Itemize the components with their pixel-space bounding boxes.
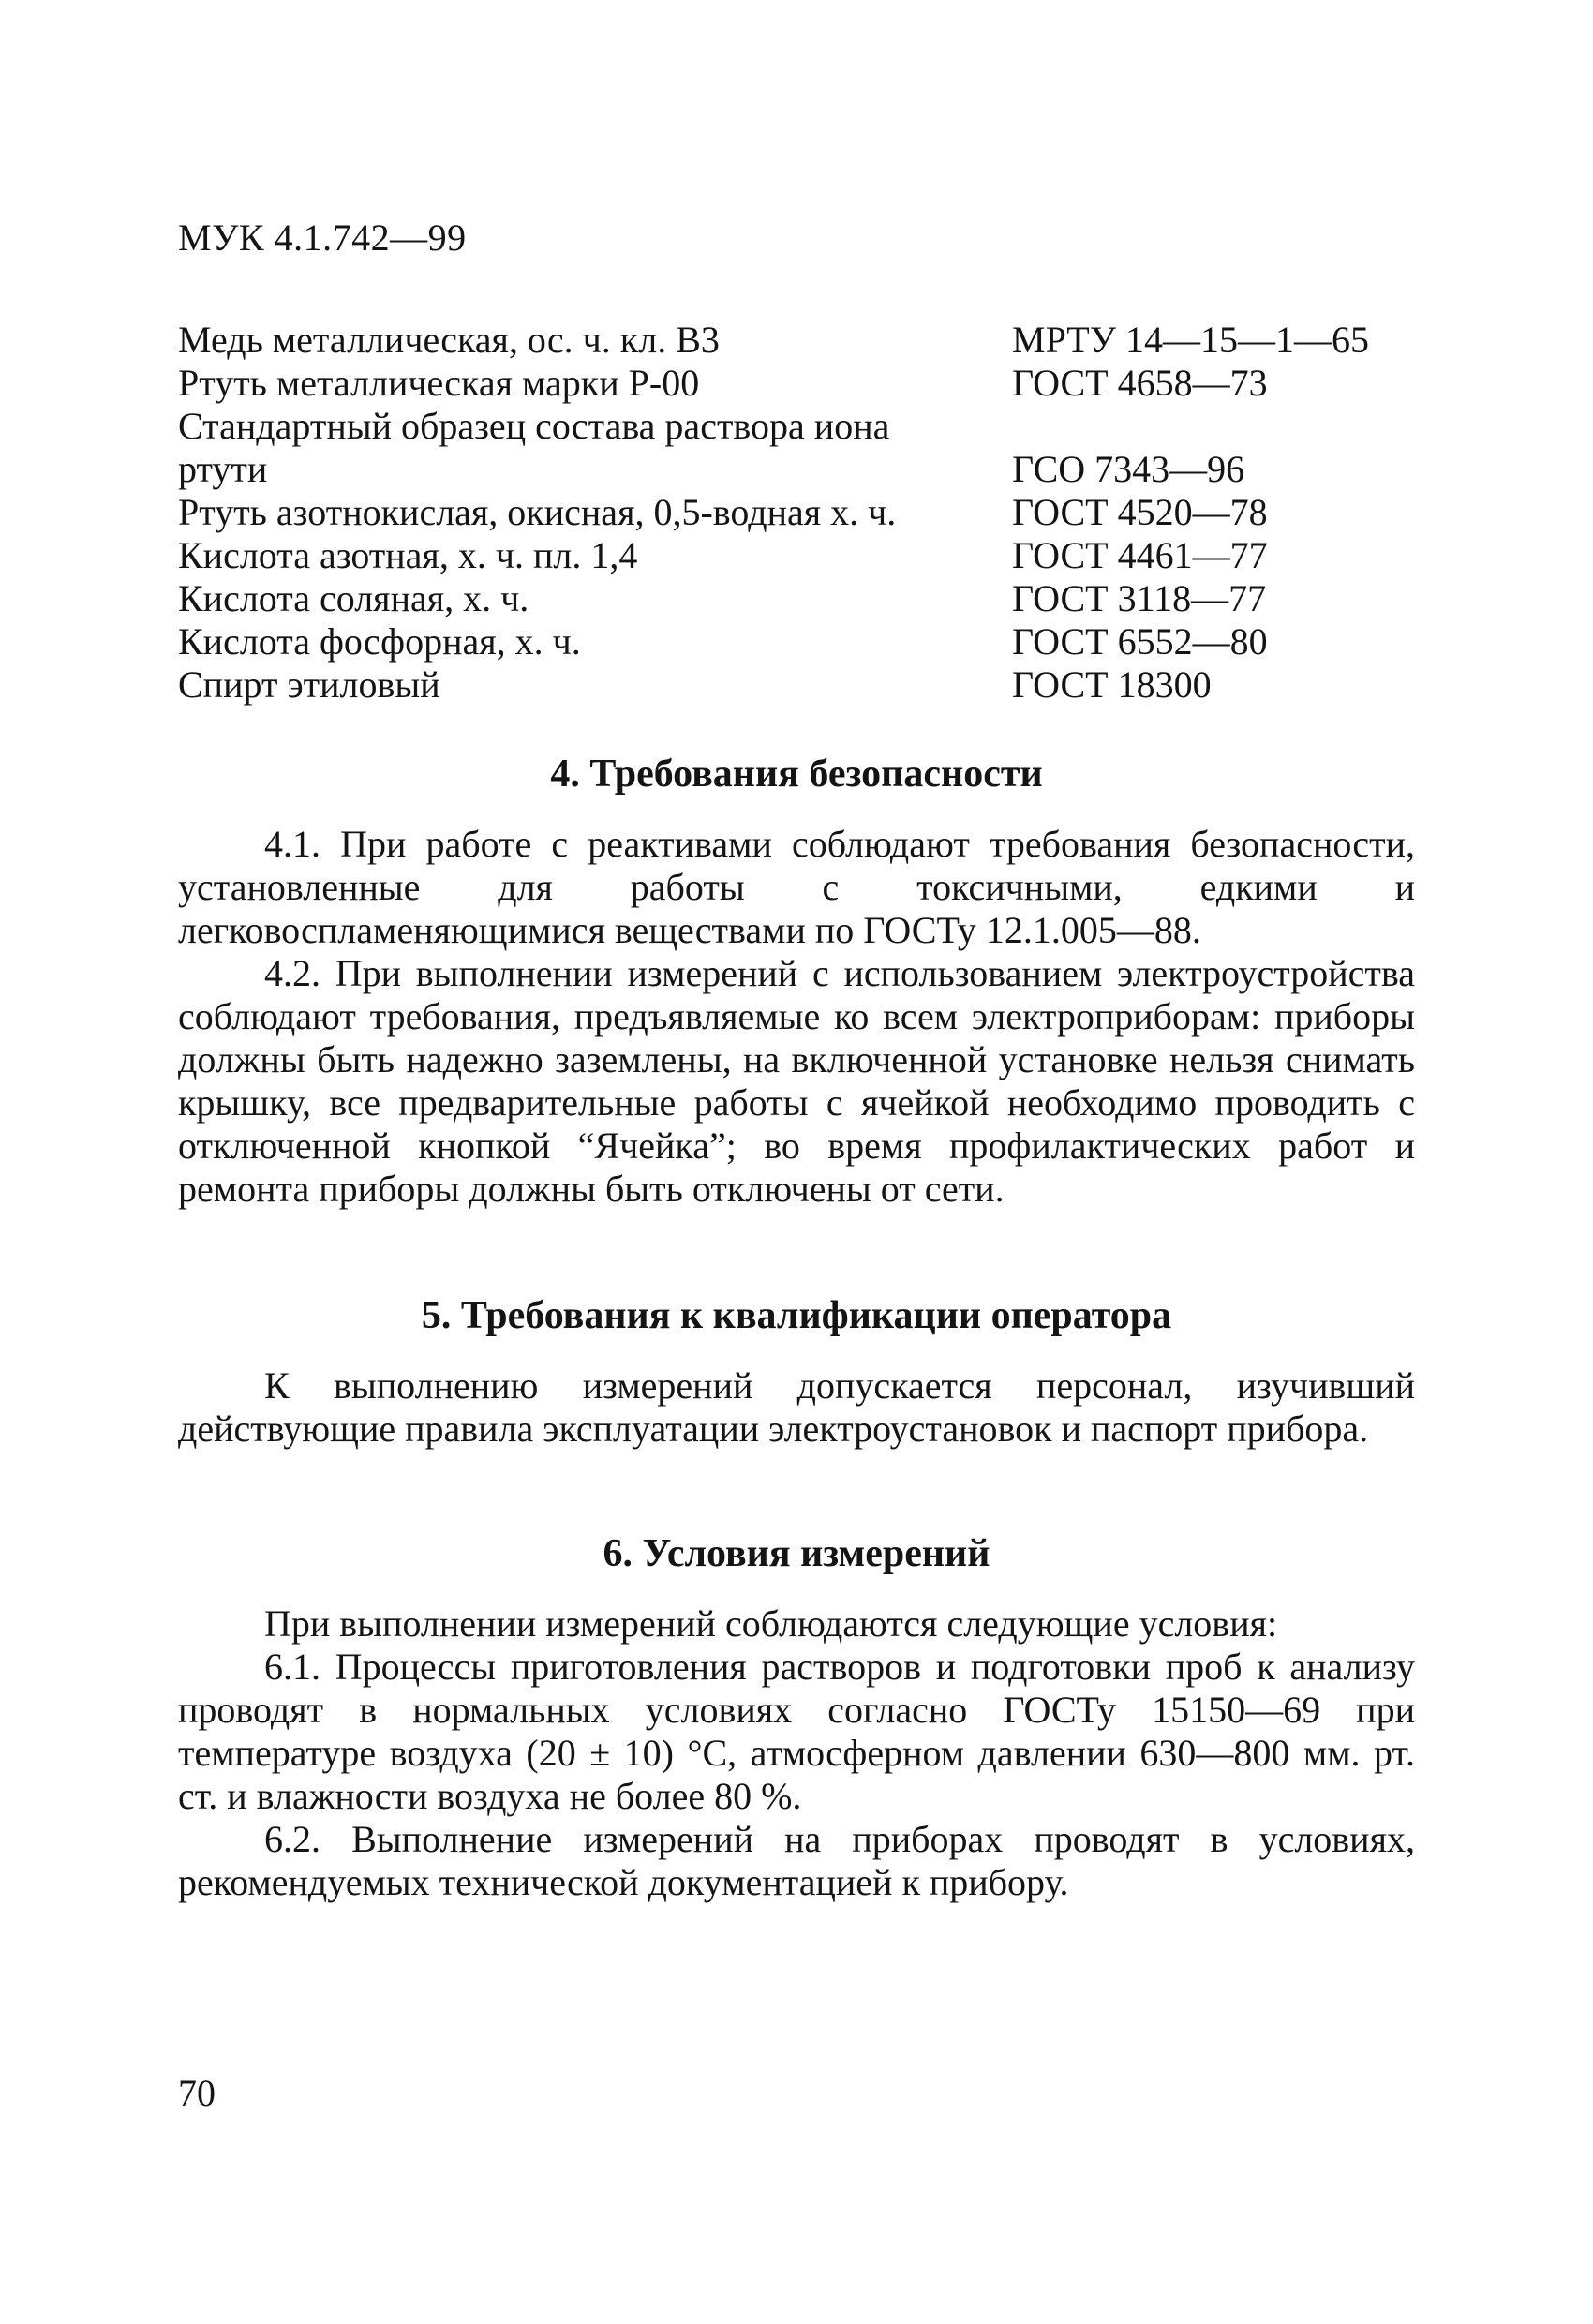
reagent-row	[178, 362, 1415, 405]
reagent-row	[178, 491, 1415, 534]
reagent-standard: ГОСТ 4658—73	[1012, 362, 1268, 404]
reagent-row	[178, 620, 1415, 663]
reagent-name: Медь металлическая, ос. ч. кл. В3	[178, 319, 720, 361]
reagent-row	[178, 577, 1415, 620]
paragraph: 6.1. Процессы приготовления растворов и подготовки проб к анализу проводят в нормальных условиях согласно ГОСТу 15150—69 при температуре воздуха (20 ± 10) °С, атмосферном давлении 630—800 мм. рт. ст. и влажности воздуха не более 80 %.	[178, 1646, 1415, 1817]
section-qualification	[178, 1291, 1415, 1451]
section-safety	[178, 750, 1415, 1211]
section-title: 5. Требования к квалификации оператора	[421, 1294, 1172, 1337]
reagent-name: Кислота азотная, х. ч. пл. 1,4	[178, 534, 638, 576]
section-title: 4. Требования безопасности	[550, 752, 1043, 796]
reagent-name: Ртуть азотнокислая, окисная, 0,5-водная х. ч.	[178, 491, 897, 533]
reagent-name: Кислота фосфорная, х. ч.	[178, 620, 581, 663]
paragraph: К выполнению измерений допускается персонал, изучивший действующие правила эксплуатации электроустановок и паспорт прибора.	[178, 1364, 1415, 1450]
reagent-standard: ГОСТ 6552—80	[1012, 620, 1268, 663]
reagent-standard: ГСО 7343—96	[1012, 448, 1245, 490]
reagent-standard: ГОСТ 4461—77	[1012, 534, 1268, 576]
reagent-row	[178, 663, 1415, 707]
reagents-list	[178, 319, 1415, 707]
reagent-standard: ГОСТ 4520—78	[1012, 491, 1268, 533]
document-code: МУК 4.1.742—99	[178, 216, 467, 259]
reagent-row	[178, 534, 1415, 577]
section-conditions	[178, 1529, 1415, 1904]
reagent-name: Стандартный образец состава раствора иона	[178, 405, 890, 447]
reagent-standard: ГОСТ 3118—77	[1012, 577, 1267, 619]
reagent-row	[178, 448, 1415, 491]
reagent-row	[178, 405, 1415, 448]
reagent-standard: МРТУ 14—15—1—65	[1012, 319, 1370, 361]
paragraph: 4.2. При выполнении измерений с использованием электроустройства соблюдают требования, предъявляемые ко всем электроприборам: приборы должны быть надежно заземлены, на включенной установке нельзя снимать крышку, все предварительные работы с ячейкой необходимо проводить с отключенной кнопкой “Ячейка”; во время профилактических работ и ремонта приборы должны быть отключены от сети.	[178, 952, 1415, 1210]
paragraph: При выполнении измерений соблюдаются следующие условия:	[264, 1602, 1278, 1645]
page-number: 70	[178, 2072, 216, 2114]
paragraph: 4.1. При работе с реактивами соблюдают требования безопасности, установленные для работы с токсичными, едкими и легковоспламеняющимися веществами по ГОСТу 12.1.005—88.	[178, 823, 1415, 951]
paragraph: 6.2. Выполнение измерений на приборах проводят в условиях, рекомендуемых технической документацией к прибору.	[178, 1818, 1415, 1903]
reagent-row	[178, 319, 1415, 362]
reagent-standard: ГОСТ 18300	[1012, 663, 1212, 706]
section-title: 6. Условия измерений	[603, 1532, 990, 1575]
reagent-name: Спирт этиловый	[178, 663, 440, 706]
reagent-name: ртути	[178, 448, 268, 490]
reagent-name: Кислота соляная, х. ч.	[178, 577, 529, 619]
reagent-name: Ртуть металлическая марки Р-00	[178, 362, 700, 404]
